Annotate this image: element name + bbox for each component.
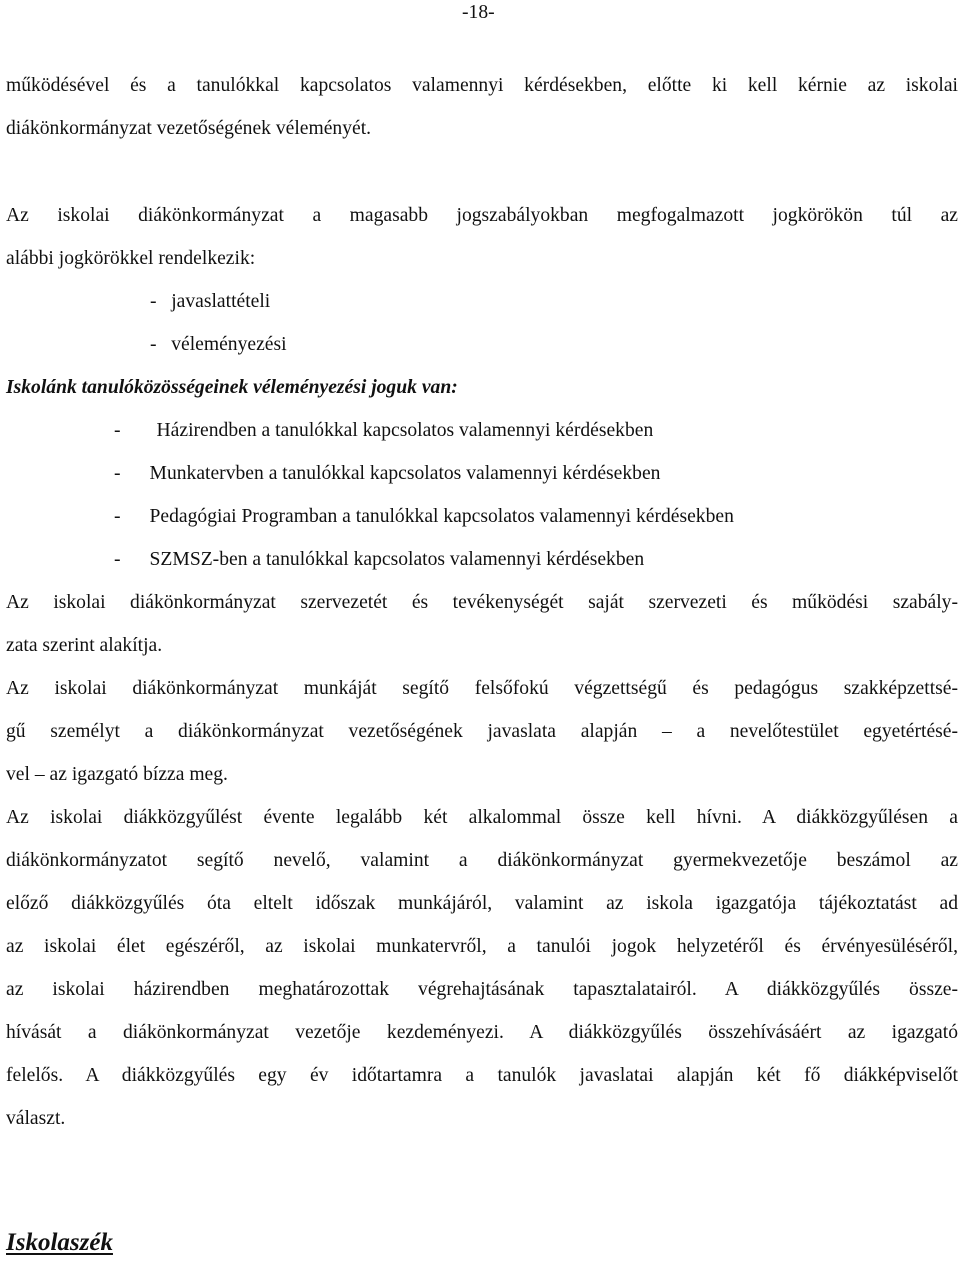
list-item-text: javaslattételi (171, 291, 271, 312)
page-number: -18- (462, 2, 495, 23)
list-item-text: Pedagógiai Programban a tanulókkal kapcsolatos valamennyi kérdésekben (149, 506, 734, 527)
list-dash: - (114, 549, 121, 570)
list-dash: - (114, 420, 121, 441)
list-dash: - (150, 334, 157, 355)
list-item (150, 280, 270, 323)
paragraph-line: gű személyt a diákönkormányzat vezetőségének javaslata alapján – a nevelőtestület egyetértésé- (6, 721, 958, 742)
paragraph-line: előző diákközgyűlés óta eltelt időszak munkájáról, valamint az iskola igazgatója tájékoztatást ad (6, 893, 958, 914)
paragraph-line: Az iskolai diákönkormányzat a magasabb jogszabályokban megfogalmazott jogkörökön túl az (6, 205, 958, 226)
paragraph-line: diákönkormányzatot segítő nevelő, valamint a diákönkormányzat gyermekvezetője beszámol az (6, 850, 958, 871)
paragraph-line: az iskolai élet egészéről, az iskolai munkatervről, a tanulói jogok helyzetéről és érvényesüléséről, (6, 936, 958, 957)
paragraph-line: Az iskolai diákközgyűlést évente legalább két alkalommal össze kell hívni. A diákközgyűlésen a (6, 807, 958, 828)
paragraph-student-assembly (6, 796, 958, 1140)
paragraph-line: Az iskolai diákönkormányzat munkáját segítő felsőfokú végzettségű és pedagógus szakképzettsé- (6, 678, 958, 699)
list-item (114, 409, 653, 452)
paragraph-line: vel – az igazgató bízza meg. (6, 764, 228, 785)
list-dash: - (114, 463, 121, 484)
opinion-rights-heading: Iskolánk tanulóközösségeinek véleményezési joguk van: (6, 377, 458, 398)
paragraph-line: Az iskolai diákönkormányzat szervezetét és tevékenységét saját szervezeti és működési szabály- (6, 592, 958, 613)
list-item-text: Házirendben a tanulókkal kapcsolatos valamennyi kérdésekben (156, 420, 654, 441)
list-item-text: Munkatervben a tanulókkal kapcsolatos valamennyi kérdésekben (149, 463, 661, 484)
paragraph-line: az iskolai házirendben meghatározottak végrehajtásának tapasztalatairól. A diákközgyűlés össze- (6, 979, 958, 1000)
paragraph-council-powers (6, 194, 958, 280)
paragraph-council-teacher (6, 667, 958, 796)
paragraph-line: alábbi jogkörökkel rendelkezik: (6, 248, 256, 269)
section-heading: Iskolaszék (6, 1229, 113, 1256)
paragraph-council-organization (6, 581, 958, 667)
list-item (114, 538, 644, 581)
list-item (114, 495, 734, 538)
list-item (114, 452, 660, 495)
list-item (150, 323, 287, 366)
paragraph-line: felelős. A diákközgyűlés egy év időtartamra a tanulók javaslatai alapján két fő diákképviselőt (6, 1065, 958, 1086)
paragraph-line: hívását a diákönkormányzat vezetője kezdeményezi. A diákközgyűlés összehívásáért az igazgató (6, 1022, 958, 1043)
paragraph-line: zata szerint alakítja. (6, 635, 163, 656)
paragraph-line: működésével és a tanulókkal kapcsolatos valamennyi kérdésekben, előtte ki kell kérnie az iskolai (6, 75, 958, 96)
paragraph-line: választ. (6, 1108, 66, 1129)
list-dash: - (150, 291, 157, 312)
list-item-text: SZMSZ-ben a tanulókkal kapcsolatos valamennyi kérdésekben (149, 549, 645, 570)
list-dash: - (114, 506, 121, 527)
list-item-text: véleményezési (171, 334, 287, 355)
paragraph-student-council-opinion (6, 64, 958, 150)
paragraph-line: diákönkormányzat vezetőségének véleményét. (6, 118, 372, 139)
